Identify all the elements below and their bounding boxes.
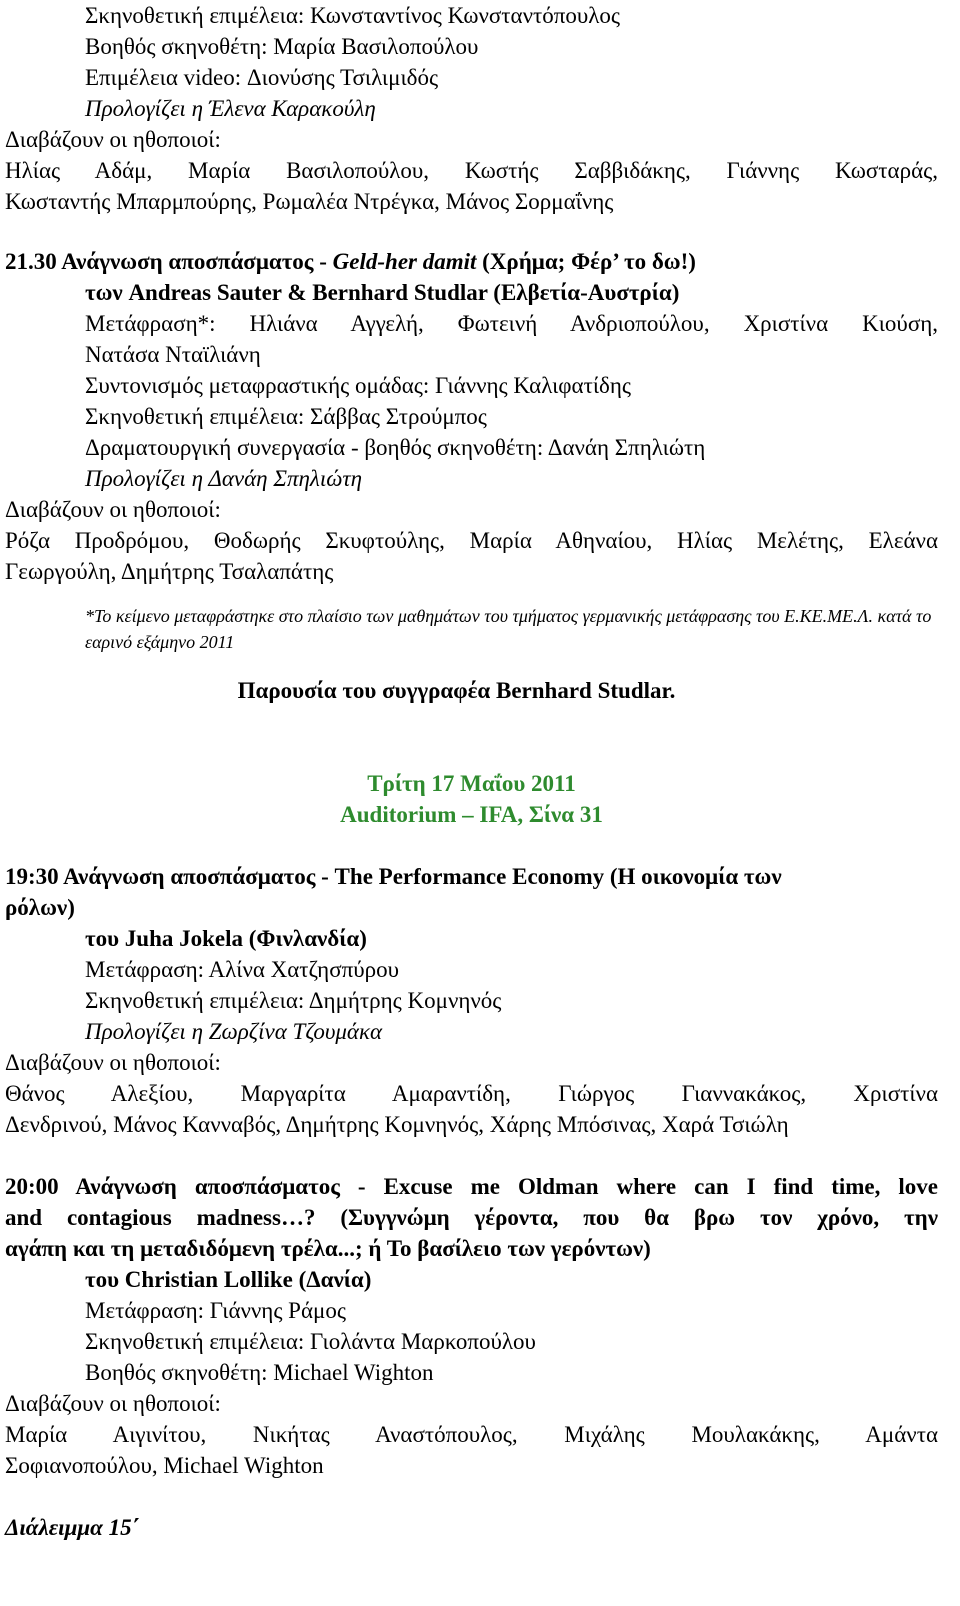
play-authors: των Andreas Sauter & Bernhard Studlar (Ελβετία-Αυστρία) <box>85 280 680 305</box>
direction-credit: Σκηνοθετική επιμέλεια: Κωνσταντίνος Κωνσταντόπουλος <box>85 3 620 28</box>
day-header <box>5 768 938 830</box>
video-credit: Επιμέλεια video: Διονύσης Τσιλιμιδός <box>85 65 439 90</box>
play-title-translation: (Χρήμα; Φέρ’ το δω!) <box>482 249 696 274</box>
event-block-3 <box>5 861 938 1140</box>
direction-credit: Σκηνοθετική επιμέλεια: Σάββας Στρούμπος <box>85 404 487 429</box>
event-block-2 <box>5 246 938 706</box>
actors-list-line: Κωσταντής Μπαρμπούρης, Ρωμαλέα Ντρέγκα, Μάνος Σορμαΐνης <box>5 189 614 214</box>
introduction-credit: Προλογίζει η Δανάη Σπηλιώτη <box>85 466 362 491</box>
actors-label: Διαβάζουν οι ηθοποιοί: <box>5 497 221 522</box>
dramaturgy-credit: Δραματουργική συνεργασία - βοηθός σκηνοθέτη: Δανάη Σπηλιώτη <box>85 435 706 460</box>
event-time: 21.30 <box>5 249 57 274</box>
author-presence-note: Παρουσία του συγγραφέα Bernhard Studlar. <box>237 678 676 703</box>
assistant-director-credit: Βοηθός σκηνοθέτη: Μαρία Βασιλοπούλου <box>85 34 479 59</box>
assistant-director-credit: Βοηθός σκηνοθέτη: Michael Wighton <box>85 1360 434 1385</box>
translation-credit: Μετάφραση*: Ηλιάνα Αγγελή, Φωτεινή Ανδριοπούλου, Χριστίνα Κιούση, <box>85 311 938 336</box>
actors-label: Διαβάζουν οι ηθοποιοί: <box>5 1391 221 1416</box>
actors-list-line: Γεωργούλη, Δημήτρης Τσαλαπάτης <box>5 559 334 584</box>
actors-list-line: Σοφιανοπούλου, Michael Wighton <box>5 1453 324 1478</box>
event-heading-text: Ανάγνωση αποσπάσματος - <box>61 249 327 274</box>
event-heading-cont: ρόλων) <box>5 895 75 920</box>
event-block-4 <box>5 1171 938 1481</box>
event-heading: 20:00 Ανάγνωση αποσπάσματος - Excuse me Oldman where can I find time, love <box>5 1174 938 1199</box>
actors-label: Διαβάζουν οι ηθοποιοί: <box>5 1050 221 1075</box>
direction-credit: Σκηνοθετική επιμέλεια: Δημήτρης Κομνηνός <box>85 988 502 1013</box>
event-heading-cont: and contagious madness…? (Συγγνώμη γέροντα, που θα βρω τον χρόνο, την <box>5 1205 938 1230</box>
play-author: του Juha Jokela (Φινλανδία) <box>85 926 367 951</box>
actors-list-line: Ρόζα Προδρόμου, Θοδωρής Σκυφτούλης, Μαρία Αθηναίου, Ηλίας Μελέτης, Ελεάνα <box>5 528 938 553</box>
play-title: Geld-her damit <box>332 249 477 274</box>
translation-credit: Μετάφραση: Γιάννης Ράμος <box>85 1298 346 1323</box>
event-heading: 19:30 Ανάγνωση αποσπάσματος - The Performance Economy (Η οικονομία των <box>5 864 782 889</box>
introduction-credit: Προλογίζει η Ζωρζίνα Τζουμάκα <box>85 1019 383 1044</box>
direction-credit: Σκηνοθετική επιμέλεια: Γιολάντα Μαρκοπούλου <box>85 1329 536 1354</box>
event-date: Τρίτη 17 Μαΐου 2011 <box>367 771 576 796</box>
actors-list-line: Μαρία Αιγινίτου, Νικήτας Αναστόπουλος, Μιχάλης Μουλακάκης, Αμάντα <box>5 1422 938 1447</box>
event-heading <box>5 246 938 277</box>
event-heading-cont: αγάπη και τη μεταδιδόμενη τρέλα...; ή Το βασίλειο των γερόντων) <box>5 1236 651 1261</box>
intermission-note: Διάλειμμα 15΄ <box>5 1515 140 1540</box>
event-venue: Auditorium – IFA, Σίνα 31 <box>340 802 603 827</box>
event-block-1 <box>5 0 938 217</box>
introduction-credit: Προλογίζει η Έλενα Καρακούλη <box>85 96 376 121</box>
document-page <box>5 0 938 1543</box>
translation-credit: Μετάφραση: Αλίνα Χατζησπύρου <box>85 957 399 982</box>
translation-footnote: *Το κείμενο μεταφράστηκε στο πλαίσιο των μαθημάτων του τμήματος γερμανικής μετάφρασης του Ε.ΚΕ.ΜΕ.Λ. κατά το εαρινό εξάμηνο 2011 <box>85 606 932 652</box>
coordination-credit: Συντονισμός μεταφραστικής ομάδας: Γιάννης Καλιφατίδης <box>85 373 632 398</box>
actors-list-line: Θάνος Αλεξίου, Μαργαρίτα Αμαραντίδη, Γιώργος Γιαννακάκος, Χριστίνα <box>5 1081 938 1106</box>
translation-credit-cont: Νατάσα Νταϊλιάνη <box>85 342 261 367</box>
actors-label: Διαβάζουν οι ηθοποιοί: <box>5 127 221 152</box>
actors-list-line: Ηλίας Αδάμ, Μαρία Βασιλοπούλου, Κωστής Σαββιδάκης, Γιάννης Κωσταράς, <box>5 158 938 183</box>
actors-list-line: Δενδρινού, Μάνος Κανναβός, Δημήτρης Κομνηνός, Χάρης Μπόσινας, Χαρά Τσιώλη <box>5 1112 789 1137</box>
play-author: του Christian Lollike (Δανία) <box>85 1267 372 1292</box>
